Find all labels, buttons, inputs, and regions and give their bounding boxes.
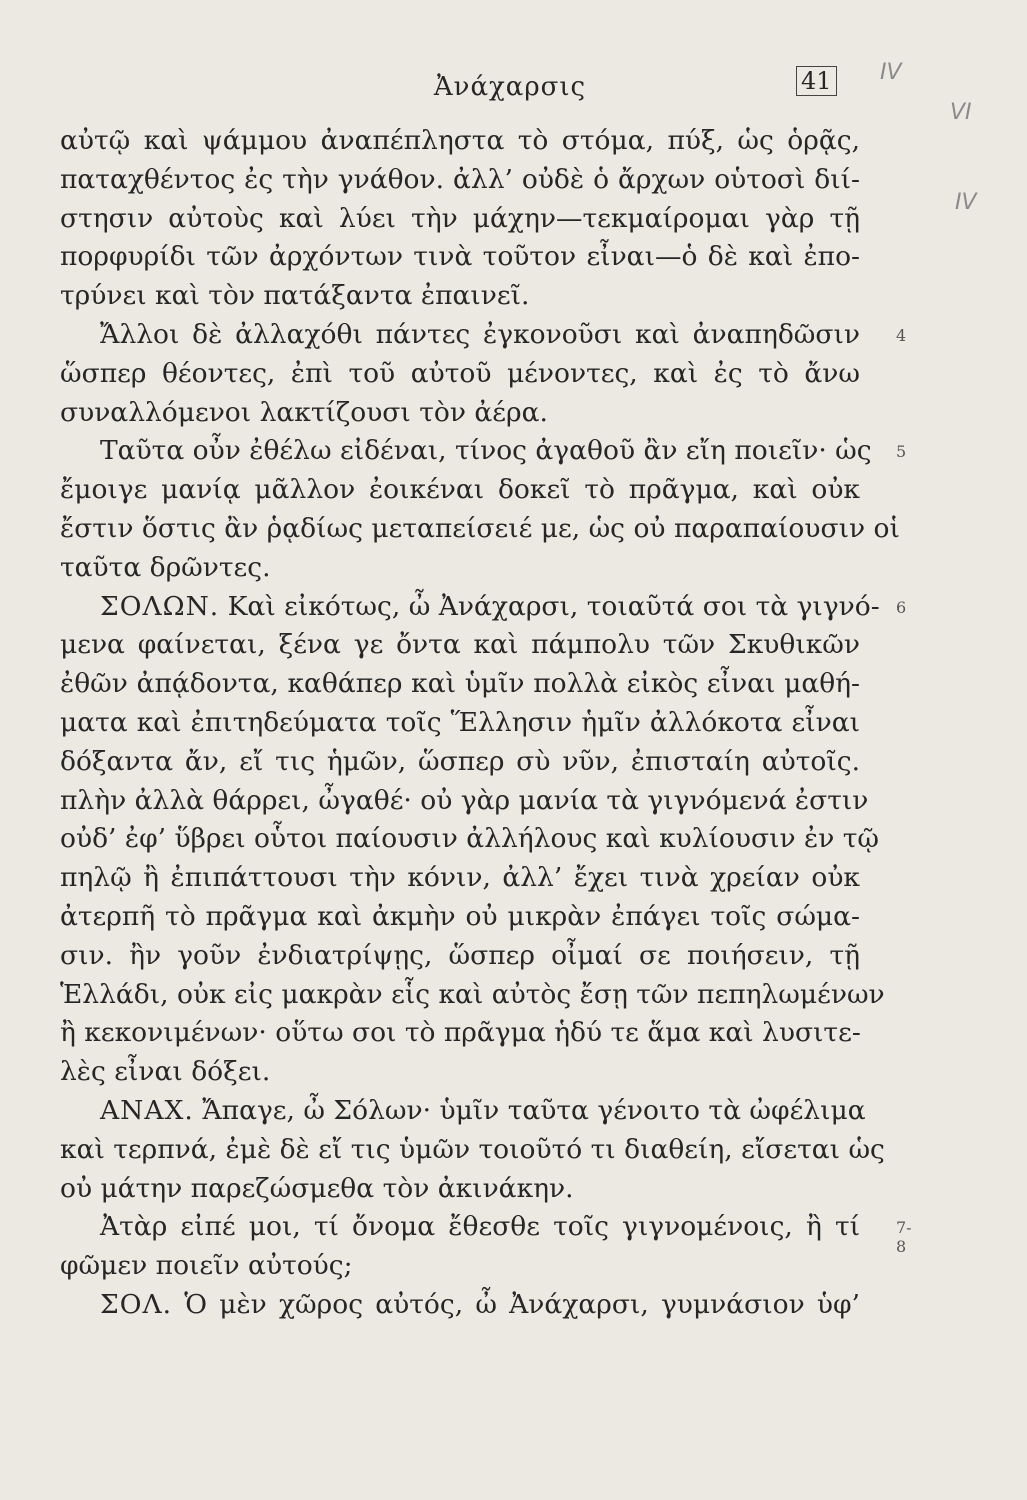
section-number: 4: [896, 326, 907, 345]
speaker-label: ΑΝΑΧ.: [100, 1094, 194, 1126]
text-line: [60, 1092, 866, 1131]
speaker-label: ΣΟΛ.: [100, 1288, 173, 1320]
running-title: Ἀνάχαρσις: [433, 72, 587, 102]
text-line: [60, 161, 860, 200]
text-body: [60, 122, 912, 1325]
line-text: παταχθέντος ἐς τὴν γνάθον. ἀλλ’ οὐδὲ ὁ ἄρχων οὑτοσὶ διί-: [60, 163, 860, 195]
line-text: μενα φαίνεται, ξένα γε ὄντα καὶ πάμπολυ τῶν Σκυθικῶν: [60, 629, 860, 661]
line-text: ταῦτα δρῶντες.: [60, 551, 271, 583]
section-number: 6: [896, 597, 907, 617]
line-text: ἀτερπῆ τὸ πρᾶγμα καὶ ἀκμὴν οὐ μικρὰν ἐπάγει τοῖς σώμα-: [60, 900, 860, 932]
line-text: τρύνει καὶ τὸν πατάξαντα ἐπαινεῖ.: [60, 280, 530, 312]
line-text: καὶ τερπνά, ἐμὲ δὲ εἴ τις ὑμῶν τοιοῦτό τι διαθείη, εἴσεται ὡς: [60, 1133, 885, 1165]
speaker-label: ΣΟΛΩΝ.: [100, 590, 220, 622]
text-line: [60, 432, 872, 471]
text-line: [60, 1286, 860, 1325]
line-text: οὐδ’ ἐφ’ ὕβρει οὗτοι παίουσιν ἀλλήλους καὶ κυλίουσιν ἐν τῷ: [60, 823, 880, 855]
text-line: [60, 122, 860, 161]
text-line: [60, 743, 860, 782]
line-text: ἢ κεκονιμένων· οὕτω σοι τὸ πρᾶγμα ἡδύ τε ἅμα καὶ λυσιτε-: [60, 1017, 861, 1049]
text-line: [60, 355, 860, 394]
text-line: [60, 549, 860, 588]
text-line: [60, 316, 860, 355]
margin-note: VI: [950, 100, 972, 125]
line-text: ἐθῶν ἀπᾴδοντα, καθάπερ καὶ ὑμῖν πολλὰ εἰκὸς εἶναι μαθή-: [60, 668, 860, 700]
text-line: [60, 626, 860, 665]
line-text: ματα καὶ ἐπιτηδεύματα τοῖς Ἕλλησιν ἡμῖν ἀλλόκοτα εἶναι: [60, 706, 860, 738]
line-text: ἔμοιγε μανίᾳ μᾶλλον ἐοικέναι δοκεῖ τὸ πρᾶγμα, καὶ οὐκ: [60, 474, 860, 506]
text-line: [60, 394, 860, 433]
line-text: δόξαντα ἄν, εἴ τις ἡμῶν, ὥσπερ σὺ νῦν, ἐπισταίη αὐτοῖς.: [60, 745, 860, 777]
line-text: συναλλόμενοι λακτίζουσι τὸν ἀέρα.: [60, 396, 548, 428]
line-text: Ἑλλάδι, οὐκ εἰς μακρὰν εἷς καὶ αὐτὸς ἔσῃ τῶν πεπηλωμένων: [60, 978, 885, 1010]
section-number: 7-8: [896, 1218, 912, 1257]
line-text: λὲς εἶναι δόξει.: [60, 1056, 271, 1088]
text-line: [60, 1014, 860, 1053]
text-line: [60, 471, 860, 510]
line-text: στησιν αὐτοὺς καὶ λύει τὴν μάχην—τεκμαίρομαι γὰρ τῇ: [60, 202, 860, 234]
text-line: [60, 1170, 860, 1209]
section-number: 5: [896, 442, 907, 462]
text-line: [60, 200, 860, 239]
text-line: [60, 976, 885, 1015]
line-text: Ἄπαγε, ὦ Σόλων· ὑμῖν ταῦτα γένοιτο τὰ ὠφέλιμα: [202, 1094, 866, 1126]
text-line: [60, 859, 860, 898]
line-text: πηλῷ ἢ ἐπιπάττουσι τὴν κόνιν, ἀλλ’ ἔχει τινὰ χρείαν οὐκ: [60, 862, 860, 894]
text-line: [60, 238, 860, 277]
margin-note: IV: [880, 60, 902, 85]
line-text: πλὴν ἀλλὰ θάρρει, ὦγαθέ· οὐ γὰρ μανία τὰ γιγνόμενά ἐστιν: [60, 784, 869, 816]
line-text: Ταῦτα οὖν ἐθέλω εἰδέναι, τίνος ἀγαθοῦ ἂν εἴη ποιεῖν· ὡς: [100, 435, 872, 467]
line-text: ἔστιν ὅστις ἂν ῥᾳδίως μεταπείσειέ με, ὡς οὐ παραπαίουσιν οἱ: [60, 512, 900, 544]
line-text: Ὁ μὲν χῶρος αὐτός, ὦ Ἀνάχαρσι, γυμνάσιον ὑφ’: [184, 1288, 860, 1320]
text-line: [60, 1247, 860, 1286]
text-line: [60, 1053, 860, 1092]
text-line: [60, 1131, 885, 1170]
text-line: [60, 820, 880, 859]
text-line: [60, 1208, 860, 1247]
text-line: [60, 588, 880, 627]
line-text: φῶμεν ποιεῖν αὐτούς;: [60, 1250, 353, 1282]
margin-note: IV: [955, 190, 977, 215]
text-line: [60, 704, 860, 743]
line-text: Ἀτὰρ εἰπέ μοι, τί ὄνομα ἔθεσθε τοῖς γιγνομένοις, ἢ τί: [100, 1211, 860, 1243]
line-text: Ἄλλοι δὲ ἀλλαχόθι πάντες ἐγκονοῦσι καὶ ἀναπηδῶσιν: [100, 318, 860, 350]
line-text: πορφυρίδι τῶν ἀρχόντων τινὰ τοῦτον εἶναι—ὁ δὲ καὶ ἐπο-: [60, 241, 860, 273]
line-text: ὥσπερ θέοντες, ἐπὶ τοῦ αὐτοῦ μένοντες, καὶ ἐς τὸ ἄνω: [60, 357, 860, 389]
line-text: σιν. ἢν γοῦν ἐνδιατρίψῃς, ὥσπερ οἶμαί σε ποιήσειν, τῇ: [60, 939, 860, 971]
line-text: οὐ μάτην παρεζώσμεθα τὸν ἀκινάκην.: [60, 1172, 574, 1204]
text-line: [60, 277, 860, 316]
text-line: [60, 937, 860, 976]
line-text: αὐτῷ καὶ ψάμμου ἀναπέπληστα τὸ στόμα, πύξ, ὡς ὁρᾷς,: [60, 125, 860, 156]
text-line: [60, 782, 869, 821]
page-number: 41: [796, 66, 837, 96]
text-line: [60, 510, 900, 549]
text-line: [60, 665, 860, 704]
line-text: Καὶ εἰκότως, ὦ Ἀνάχαρσι, τοιαῦτά σοι τὰ γιγνό-: [227, 590, 880, 622]
text-line: [60, 898, 860, 937]
